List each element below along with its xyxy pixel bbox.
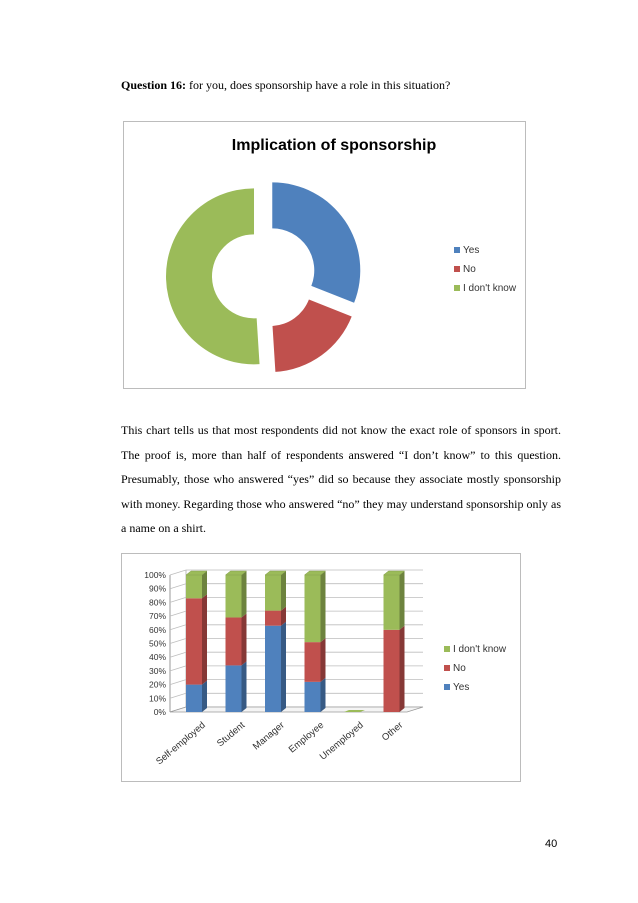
x-tick-label-manager: Manager bbox=[250, 719, 287, 753]
bar-segment-self-employed-yes-side bbox=[202, 681, 207, 712]
legend-swatch-i-don-t-know bbox=[454, 285, 460, 291]
grid-depth-line bbox=[170, 693, 186, 698]
x-tick-label-employee: Employee bbox=[286, 719, 327, 756]
bar-segment-manager-i-don-t-know-side bbox=[281, 571, 286, 611]
x-tick-label-self-employed: Self-employed bbox=[154, 719, 208, 768]
donut-slice-i-don-t-know bbox=[166, 188, 260, 364]
legend-label-yes: Yes bbox=[453, 682, 470, 693]
bar-segment-other-no bbox=[384, 626, 405, 712]
grid-depth-line bbox=[170, 666, 186, 671]
bar-segment-employee-i-don-t-know bbox=[305, 571, 326, 642]
y-tick-label: 90% bbox=[148, 583, 166, 594]
bar-segment-student-no-side bbox=[242, 613, 247, 665]
grid-depth-line bbox=[170, 584, 186, 589]
donut-slice-yes bbox=[272, 182, 360, 302]
bar-segment-self-employed-no-front bbox=[186, 598, 202, 684]
donut-slice-no bbox=[273, 300, 352, 372]
grid-depth-line bbox=[170, 639, 186, 644]
grid-depth-line bbox=[170, 652, 186, 657]
bar-segment-other-no-side bbox=[400, 626, 405, 712]
bar-segment-self-employed-yes-front bbox=[186, 685, 202, 712]
question-label: Question 16: bbox=[121, 78, 187, 92]
legend-swatch-no bbox=[454, 266, 460, 272]
y-tick-label: 80% bbox=[148, 597, 166, 608]
x-tick-label-other: Other bbox=[379, 719, 406, 744]
x-tick-label-unemployed: Unemployed bbox=[317, 719, 366, 763]
legend bbox=[444, 644, 507, 693]
bar-segment-self-employed-no-side bbox=[202, 594, 207, 684]
bar-segment-employee-no-side bbox=[321, 638, 326, 682]
bar-segment-manager-yes bbox=[265, 622, 286, 712]
y-tick-label: 70% bbox=[148, 611, 166, 622]
bar-segment-other-i-don-t-know bbox=[384, 571, 405, 630]
legend-swatch-i-don-t-know bbox=[444, 646, 450, 652]
y-tick-label: 60% bbox=[148, 624, 166, 635]
page-number: 40 bbox=[545, 838, 558, 850]
bar-segment-student-yes-side bbox=[242, 661, 247, 712]
bar-segment-manager-yes-side bbox=[281, 622, 286, 712]
bar-student bbox=[226, 571, 247, 712]
bar-segment-student-i-don-t-know bbox=[226, 571, 247, 617]
bar-segment-manager-yes-front bbox=[265, 626, 281, 712]
donut-chart-svg bbox=[124, 122, 525, 388]
bar-segment-employee-no-front bbox=[305, 642, 321, 682]
bar-segment-self-employed-yes bbox=[186, 681, 207, 712]
bar-segment-manager-i-don-t-know bbox=[265, 571, 286, 611]
bar-segment-other-i-don-t-know-side bbox=[400, 571, 405, 630]
stacked-bar-chart-svg bbox=[122, 554, 520, 781]
y-tick-label: 100% bbox=[144, 570, 166, 580]
y-tick-label: 50% bbox=[148, 638, 166, 649]
bar-manager bbox=[265, 571, 286, 712]
bar-other bbox=[384, 571, 405, 712]
chart-title: Implication of sponsorship bbox=[231, 137, 437, 154]
bar-segment-employee-yes-side bbox=[321, 678, 326, 712]
grid-depth-line bbox=[170, 570, 186, 575]
y-tick-label: 20% bbox=[148, 679, 166, 690]
bar-segment-manager-no-front bbox=[265, 611, 281, 626]
bar-segment-student-i-don-t-know-side bbox=[242, 571, 247, 617]
bar-segment-other-no-front bbox=[384, 630, 400, 712]
bar-segment-student-i-don-t-know-front bbox=[226, 575, 242, 617]
body-paragraph: This chart tells us that most respondents did not know the exact role of sponsors in sport. The proof is, more than half of respondents answered “I don’t know” to this question. Presumably, those who answered “yes” did so because they associate mostly sponsorship with money. Regarding those who answered “no” they may understand sponsorship only as a name on a shirt. bbox=[121, 423, 561, 536]
donut-chart bbox=[123, 121, 526, 389]
bar-segment-employee-no bbox=[305, 638, 326, 682]
bar-segment-student-yes-front bbox=[226, 665, 242, 712]
bar-segment-manager-i-don-t-know-front bbox=[265, 575, 281, 611]
bar-segment-employee-i-don-t-know-front bbox=[305, 575, 321, 642]
bar-employee bbox=[305, 571, 326, 712]
bar-self-employed bbox=[186, 571, 207, 712]
legend-label-no: No bbox=[453, 663, 466, 674]
bar-segment-other-i-don-t-know-front bbox=[384, 575, 400, 630]
bar-segment-employee-yes-front bbox=[305, 682, 321, 712]
y-tick-label: 30% bbox=[148, 665, 166, 676]
y-tick-label: 40% bbox=[148, 652, 166, 663]
legend-swatch-yes bbox=[454, 247, 460, 253]
bar-segment-self-employed-no bbox=[186, 594, 207, 684]
bar-segment-student-yes bbox=[226, 661, 247, 712]
bar-segment-self-employed-i-don-t-know-front bbox=[186, 575, 202, 598]
grid-depth-line bbox=[170, 611, 186, 616]
grid-depth-line bbox=[170, 597, 186, 602]
grid-depth-line bbox=[170, 680, 186, 685]
y-tick-label: 10% bbox=[148, 693, 166, 704]
legend-label-i-don-t-know: I don't know bbox=[463, 283, 517, 294]
bar-segment-employee-yes bbox=[305, 678, 326, 712]
grid-depth-line bbox=[170, 625, 186, 630]
legend-swatch-no bbox=[444, 665, 450, 671]
x-tick-label-student: Student bbox=[215, 719, 248, 750]
stacked-bar-chart bbox=[121, 553, 521, 782]
legend-label-no: No bbox=[463, 264, 476, 275]
bar-segment-self-employed-i-don-t-know-side bbox=[202, 571, 207, 598]
legend-label-i-don-t-know: I don't know bbox=[453, 644, 507, 655]
question-line bbox=[121, 78, 450, 93]
y-tick-label: 0% bbox=[153, 707, 166, 717]
bar-segment-student-no-front bbox=[226, 617, 242, 665]
legend-swatch-yes bbox=[444, 684, 450, 690]
bar-segment-student-no bbox=[226, 613, 247, 665]
legend-label-yes: Yes bbox=[463, 245, 480, 256]
question-text: for you, does sponsorship have a role in this situation? bbox=[186, 78, 451, 92]
bar-segment-employee-i-don-t-know-side bbox=[321, 571, 326, 642]
